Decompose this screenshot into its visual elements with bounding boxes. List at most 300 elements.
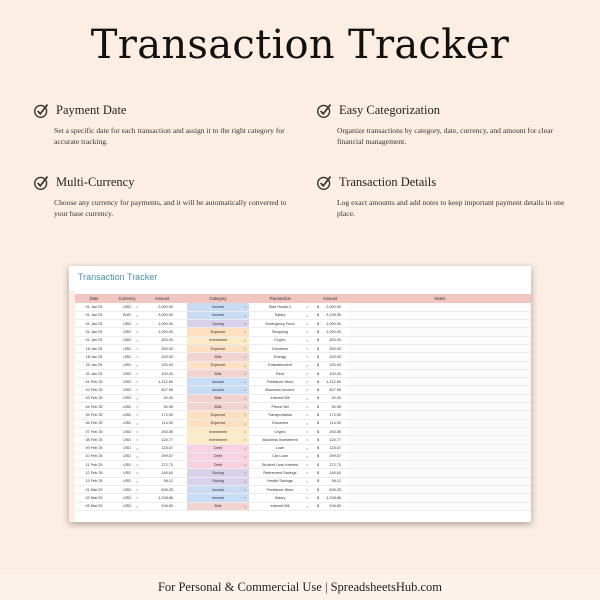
- cell-notes[interactable]: [349, 328, 531, 336]
- feature-payment-date: [33, 102, 283, 147]
- cell-category-dropdown[interactable]: [187, 336, 249, 344]
- table-row: [75, 477, 531, 485]
- currency-value: USD: [122, 462, 132, 467]
- category-value: Bills: [214, 371, 222, 376]
- currency-value: USD: [122, 330, 132, 335]
- cell-category-dropdown[interactable]: [187, 461, 249, 469]
- cell-notes[interactable]: [349, 303, 531, 311]
- currency-value: USD: [122, 429, 132, 434]
- cell-converted-amount: [311, 444, 349, 452]
- dropdown-arrow-icon: ▾: [136, 330, 138, 335]
- transaction-value: Loan: [275, 446, 285, 451]
- category-value: Investment: [208, 429, 228, 434]
- cell-amount[interactable]: 114.00: [141, 419, 183, 427]
- cell-amount[interactable]: 253.55: [141, 427, 183, 435]
- cell-transaction-dropdown[interactable]: [249, 494, 311, 502]
- cell-date[interactable]: 08 Feb 25: [75, 436, 113, 444]
- cell-notes[interactable]: [349, 436, 531, 444]
- cell-amount[interactable]: 120.00: [141, 361, 183, 369]
- feature-description: Log exact amounts and add notes to keep important payment details in one place.: [337, 198, 565, 218]
- cell-amount[interactable]: 145.60: [141, 469, 183, 477]
- cell-amount[interactable]: 2,000.00: [141, 303, 183, 311]
- cell-amount[interactable]: 1,000.00: [141, 328, 183, 336]
- converted-amount-value: 1,000.00: [326, 330, 341, 335]
- cell-notes[interactable]: [349, 311, 531, 319]
- dropdown-arrow-icon: ▾: [244, 446, 246, 451]
- currency-symbol: $: [317, 338, 320, 343]
- currency-value: USD: [122, 388, 132, 393]
- dropdown-arrow-icon: ▾: [136, 322, 138, 327]
- table-row: [75, 403, 531, 411]
- transaction-value: Emergency Fund: [265, 321, 295, 326]
- cell-currency-dropdown[interactable]: [113, 328, 141, 336]
- cell-converted-amount: [311, 353, 349, 361]
- currency-value: USD: [122, 487, 132, 492]
- cell-date[interactable]: 01 Feb 25: [75, 378, 113, 386]
- cell-amount[interactable]: 124.77: [141, 436, 183, 444]
- category-value: Income: [211, 388, 225, 393]
- cell-currency-dropdown[interactable]: [113, 486, 141, 494]
- cell-currency-dropdown[interactable]: [113, 461, 141, 469]
- cell-currency-dropdown[interactable]: [113, 353, 141, 361]
- cell-currency-dropdown[interactable]: [113, 444, 141, 452]
- table-row: [75, 436, 531, 444]
- cell-currency-dropdown[interactable]: [113, 378, 141, 386]
- cell-amount[interactable]: 300.00: [141, 344, 183, 352]
- dropdown-arrow-icon: ▾: [244, 338, 246, 343]
- cell-date[interactable]: 01 Jan 25: [75, 320, 113, 328]
- cell-transaction-dropdown[interactable]: [249, 461, 311, 469]
- cell-transaction-dropdown[interactable]: [249, 419, 311, 427]
- cell-notes[interactable]: [349, 419, 531, 427]
- dropdown-arrow-icon: ▾: [136, 313, 138, 318]
- dropdown-arrow-icon: ▾: [244, 380, 246, 385]
- dropdown-arrow-icon: ▾: [244, 421, 246, 426]
- cell-category-dropdown[interactable]: [187, 403, 249, 411]
- cell-category-dropdown[interactable]: [187, 303, 249, 311]
- cell-transaction-dropdown[interactable]: [249, 378, 311, 386]
- cell-amount[interactable]: 272.73: [141, 461, 183, 469]
- category-value: Debt: [213, 462, 223, 467]
- category-value: Expense: [210, 413, 226, 417]
- category-value: Expense: [210, 421, 226, 426]
- feature-heading: Payment Date: [56, 103, 127, 117]
- currency-value: USD: [122, 454, 132, 459]
- cell-date[interactable]: 20 Jan 25: [75, 361, 113, 369]
- converted-amount-value: 100.00: [329, 371, 341, 376]
- cell-notes[interactable]: [349, 344, 531, 352]
- currency-symbol: $: [317, 471, 320, 476]
- cell-transaction-dropdown[interactable]: [249, 444, 311, 452]
- category-value: Expense: [210, 330, 226, 335]
- currency-symbol: $: [317, 396, 320, 401]
- cell-transaction-dropdown[interactable]: [249, 436, 311, 444]
- currency-symbol: $: [317, 413, 320, 417]
- cell-currency-dropdown[interactable]: [113, 344, 141, 352]
- cell-date[interactable]: 03 Mar 25: [75, 502, 113, 510]
- cell-currency-dropdown[interactable]: [113, 411, 141, 419]
- cell-amount[interactable]: 172.00: [141, 411, 183, 419]
- currency-value: USD: [122, 471, 132, 476]
- cell-notes[interactable]: [349, 336, 531, 344]
- cell-transaction-dropdown[interactable]: [249, 328, 311, 336]
- currency-symbol: $: [317, 421, 320, 426]
- table-row: [75, 419, 531, 427]
- cell-transaction-dropdown[interactable]: [249, 411, 311, 419]
- category-value: Bills: [214, 404, 222, 409]
- currency-symbol: $: [317, 304, 320, 309]
- cell-currency-dropdown[interactable]: [113, 369, 141, 377]
- cell-category-dropdown[interactable]: [187, 378, 249, 386]
- currency-symbol: $: [317, 404, 320, 409]
- cell-amount[interactable]: 3,000.00: [141, 311, 183, 319]
- dropdown-arrow-icon: ▾: [244, 346, 246, 351]
- dropdown-arrow-icon: ▾: [136, 405, 138, 410]
- cell-transaction-dropdown[interactable]: [249, 469, 311, 477]
- cell-transaction-dropdown[interactable]: [249, 320, 311, 328]
- cell-amount[interactable]: 100.00: [141, 353, 183, 361]
- cell-converted-amount: [311, 427, 349, 435]
- feature-description: Choose any currency for payments, and it will be automatically converted to your base currency.: [54, 198, 287, 218]
- dropdown-arrow-icon: ▾: [136, 479, 138, 484]
- cell-transaction-dropdown[interactable]: [249, 303, 311, 311]
- currency-symbol: $: [317, 454, 320, 459]
- cell-currency-dropdown[interactable]: [113, 403, 141, 411]
- header-category: Category: [187, 294, 249, 303]
- cell-currency-dropdown[interactable]: [113, 477, 141, 485]
- dropdown-arrow-icon: ▾: [244, 330, 246, 335]
- cell-notes[interactable]: [349, 361, 531, 369]
- cell-category-dropdown[interactable]: [187, 444, 249, 452]
- cell-transaction-dropdown[interactable]: [249, 477, 311, 485]
- cell-notes[interactable]: [349, 369, 531, 377]
- transaction-value: Groceries: [271, 346, 289, 351]
- cell-amount[interactable]: 300.00: [141, 336, 183, 344]
- cell-amount[interactable]: 106.89: [141, 502, 183, 510]
- transactions-table: [75, 294, 531, 511]
- table-row: [75, 386, 531, 394]
- table-row: [75, 444, 531, 452]
- category-value: Saving: [212, 321, 224, 326]
- cell-amount[interactable]: 1,000.00: [141, 320, 183, 328]
- cell-currency-dropdown[interactable]: [113, 452, 141, 460]
- cell-date[interactable]: 16 Jan 25: [75, 344, 113, 352]
- cell-currency-dropdown[interactable]: [113, 494, 141, 502]
- cell-date[interactable]: 01 Jan 25: [75, 328, 113, 336]
- cell-category-dropdown[interactable]: [187, 311, 249, 319]
- cell-notes[interactable]: [349, 486, 531, 494]
- cell-converted-amount: [311, 452, 349, 460]
- table-row: [75, 427, 531, 435]
- currency-value: USD: [122, 504, 132, 509]
- cell-transaction-dropdown[interactable]: [249, 502, 311, 510]
- cell-notes[interactable]: [349, 353, 531, 361]
- cell-transaction-dropdown[interactable]: [249, 386, 311, 394]
- cell-transaction-dropdown[interactable]: [249, 369, 311, 377]
- transaction-value: Shopping: [271, 330, 289, 335]
- table-row: [75, 469, 531, 477]
- currency-value: USD: [122, 404, 132, 409]
- currency-symbol: $: [317, 371, 320, 376]
- table-row: [75, 411, 531, 419]
- dropdown-arrow-icon: ▾: [306, 396, 308, 401]
- cell-amount[interactable]: 40.00: [141, 394, 183, 402]
- cell-notes[interactable]: [349, 378, 531, 386]
- cell-converted-amount: [311, 436, 349, 444]
- cell-notes[interactable]: [349, 320, 531, 328]
- converted-amount-value: 145.60: [329, 471, 341, 476]
- check-circle-icon: [33, 102, 50, 119]
- cell-notes[interactable]: [349, 394, 531, 402]
- cell-category-dropdown[interactable]: [187, 427, 249, 435]
- cell-currency-dropdown[interactable]: [113, 469, 141, 477]
- transaction-value: Phone Bill: [271, 404, 289, 409]
- dropdown-arrow-icon: ▾: [306, 429, 308, 434]
- cell-currency-dropdown[interactable]: [113, 303, 141, 311]
- cell-category-dropdown[interactable]: [187, 436, 249, 444]
- converted-amount-value: 124.77: [329, 437, 341, 442]
- dropdown-arrow-icon: ▾: [136, 471, 138, 476]
- cell-transaction-dropdown[interactable]: [249, 361, 311, 369]
- currency-value: USD: [122, 363, 132, 368]
- cell-date[interactable]: 02 Mar 25: [75, 494, 113, 502]
- cell-date[interactable]: 09 Feb 25: [75, 444, 113, 452]
- dropdown-arrow-icon: ▾: [306, 421, 308, 426]
- dropdown-arrow-icon: ▾: [244, 454, 246, 459]
- cell-date[interactable]: 10 Feb 25: [75, 452, 113, 460]
- cell-currency-dropdown[interactable]: [113, 386, 141, 394]
- cell-currency-dropdown[interactable]: [113, 436, 141, 444]
- cell-category-dropdown[interactable]: [187, 477, 249, 485]
- cell-currency-dropdown[interactable]: [113, 311, 141, 319]
- currency-symbol: $: [317, 504, 320, 509]
- cell-amount[interactable]: 299.57: [141, 452, 183, 460]
- currency-symbol: $: [317, 388, 320, 393]
- transaction-value: Freelance Work: [266, 487, 294, 492]
- cell-currency-dropdown[interactable]: [113, 361, 141, 369]
- cell-converted-amount: [311, 486, 349, 494]
- cell-transaction-dropdown[interactable]: [249, 452, 311, 460]
- converted-amount-value: 30.95: [331, 404, 341, 409]
- cell-category-dropdown[interactable]: [187, 344, 249, 352]
- cell-notes[interactable]: [349, 427, 531, 435]
- currency-value: USD: [122, 446, 132, 451]
- converted-amount-value: 1,000.00: [326, 321, 341, 326]
- cell-date[interactable]: 01 Jan 25: [75, 303, 113, 311]
- dropdown-arrow-icon: ▾: [306, 454, 308, 459]
- cell-transaction-dropdown[interactable]: [249, 344, 311, 352]
- header-transaction: Transaction: [249, 294, 311, 303]
- cell-notes[interactable]: [349, 469, 531, 477]
- cell-category-dropdown[interactable]: [187, 502, 249, 510]
- cell-notes[interactable]: [349, 477, 531, 485]
- cell-date[interactable]: 01 Mar 25: [75, 486, 113, 494]
- header-date: Date: [75, 294, 113, 303]
- dropdown-arrow-icon: ▾: [244, 313, 246, 318]
- cell-converted-amount: [311, 303, 349, 311]
- cell-currency-dropdown[interactable]: [113, 427, 141, 435]
- cell-notes[interactable]: [349, 494, 531, 502]
- currency-value: USD: [122, 437, 132, 442]
- category-value: Bills: [214, 504, 222, 509]
- dropdown-arrow-icon: ▾: [306, 305, 308, 309]
- currency-symbol: $: [317, 462, 320, 467]
- cell-date[interactable]: 11 Feb 25: [75, 461, 113, 469]
- cell-date[interactable]: 12 Feb 25: [75, 469, 113, 477]
- dropdown-arrow-icon: ▾: [306, 479, 308, 484]
- cell-amount[interactable]: 98.12: [141, 477, 183, 485]
- converted-amount-value: 1,212.80: [326, 379, 341, 384]
- feature-heading: Transaction Details: [339, 175, 437, 189]
- currency-value: USD: [122, 479, 132, 484]
- cell-date[interactable]: 05 Feb 25: [75, 411, 113, 419]
- cell-transaction-dropdown[interactable]: [249, 486, 311, 494]
- cell-category-dropdown[interactable]: [187, 361, 249, 369]
- cell-amount[interactable]: 123.67: [141, 444, 183, 452]
- cell-currency-dropdown[interactable]: [113, 320, 141, 328]
- cell-date[interactable]: 03 Feb 25: [75, 394, 113, 402]
- transaction-value: Salary: [274, 495, 286, 500]
- cell-date[interactable]: 07 Feb 25: [75, 427, 113, 435]
- cell-currency-dropdown[interactable]: [113, 419, 141, 427]
- cell-category-dropdown[interactable]: [187, 411, 249, 419]
- cell-date[interactable]: 04 Feb 25: [75, 403, 113, 411]
- dropdown-arrow-icon: ▾: [306, 330, 308, 335]
- cell-notes[interactable]: [349, 452, 531, 460]
- cell-currency-dropdown[interactable]: [113, 336, 141, 344]
- cell-amount[interactable]: 100.00: [141, 369, 183, 377]
- cell-date[interactable]: 06 Feb 25: [75, 419, 113, 427]
- table-row: [75, 328, 531, 336]
- cell-category-dropdown[interactable]: [187, 386, 249, 394]
- cell-amount[interactable]: 1,212.80: [141, 378, 183, 386]
- header-converted-amount: Amount: [311, 294, 349, 303]
- cell-category-dropdown[interactable]: [187, 486, 249, 494]
- cell-amount[interactable]: 505.25: [141, 486, 183, 494]
- currency-value: USD: [122, 346, 132, 351]
- cell-currency-dropdown[interactable]: [113, 502, 141, 510]
- converted-amount-value: 100.00: [329, 354, 341, 359]
- dropdown-arrow-icon: ▾: [244, 496, 246, 501]
- table-row: [75, 394, 531, 402]
- converted-amount-value: 1,228.88: [326, 495, 341, 500]
- cell-transaction-dropdown[interactable]: [249, 353, 311, 361]
- category-value: Income: [211, 379, 225, 384]
- footer: For Personal & Commercial Use | SpreadsheetsHub.com: [0, 575, 600, 600]
- transaction-value: Entertainment: [268, 363, 292, 368]
- cell-transaction-dropdown[interactable]: [249, 403, 311, 411]
- transaction-value: Rent: [275, 371, 285, 376]
- dropdown-arrow-icon: ▾: [306, 346, 308, 351]
- sheet-title: Transaction Tracker: [78, 272, 158, 282]
- dropdown-arrow-icon: ▾: [136, 371, 138, 376]
- dropdown-arrow-icon: ▾: [244, 429, 246, 434]
- cell-category-dropdown[interactable]: [187, 469, 249, 477]
- dropdown-arrow-icon: ▾: [136, 504, 138, 509]
- cell-transaction-dropdown[interactable]: [249, 394, 311, 402]
- cell-transaction-dropdown[interactable]: [249, 336, 311, 344]
- cell-transaction-dropdown[interactable]: [249, 311, 311, 319]
- cell-currency-dropdown[interactable]: [113, 394, 141, 402]
- check-circle-icon: [316, 174, 333, 191]
- dropdown-arrow-icon: ▾: [244, 305, 246, 309]
- cell-notes[interactable]: [349, 411, 531, 419]
- category-value: Income: [211, 495, 225, 500]
- dropdown-arrow-icon: ▾: [136, 305, 138, 309]
- transaction-value: Internet Bill: [270, 396, 290, 401]
- transaction-value: Student Loan Interest: [261, 462, 299, 467]
- dropdown-arrow-icon: ▾: [244, 463, 246, 468]
- currency-value: USD: [122, 379, 132, 384]
- cell-date[interactable]: 18 Jan 25: [75, 353, 113, 361]
- cell-category-dropdown[interactable]: [187, 494, 249, 502]
- cell-amount[interactable]: 30.95: [141, 403, 183, 411]
- currency-symbol: $: [317, 321, 320, 326]
- currency-value: USD: [122, 338, 132, 343]
- cell-converted-amount: [311, 477, 349, 485]
- cell-category-dropdown[interactable]: [187, 419, 249, 427]
- cell-date[interactable]: 01 Jan 25: [75, 311, 113, 319]
- dropdown-arrow-icon: ▾: [136, 421, 138, 426]
- cell-category-dropdown[interactable]: [187, 320, 249, 328]
- cell-notes[interactable]: [349, 386, 531, 394]
- transaction-value: Crypto: [274, 429, 286, 434]
- header-notes: Notes: [349, 294, 531, 303]
- cell-amount[interactable]: 827.95: [141, 386, 183, 394]
- category-value: Income: [211, 487, 225, 492]
- cell-notes[interactable]: [349, 403, 531, 411]
- cell-notes[interactable]: [349, 502, 531, 510]
- cell-category-dropdown[interactable]: [187, 394, 249, 402]
- cell-category-dropdown[interactable]: [187, 452, 249, 460]
- cell-converted-amount: [311, 394, 349, 402]
- converted-amount-value: 253.55: [329, 429, 341, 434]
- cell-date[interactable]: 31 Jan 25: [75, 369, 113, 377]
- converted-amount-value: 114.00: [329, 421, 341, 426]
- cell-category-dropdown[interactable]: [187, 353, 249, 361]
- dropdown-arrow-icon: ▾: [244, 355, 246, 360]
- check-circle-icon: [33, 174, 50, 191]
- dropdown-arrow-icon: ▾: [136, 363, 138, 368]
- dropdown-arrow-icon: ▾: [244, 363, 246, 368]
- currency-symbol: $: [317, 437, 320, 442]
- cell-converted-amount: [311, 403, 349, 411]
- cell-date[interactable]: 01 Jan 25: [75, 336, 113, 344]
- dropdown-arrow-icon: ▾: [306, 388, 308, 393]
- dropdown-arrow-icon: ▾: [136, 488, 138, 493]
- transaction-value: Salary: [274, 313, 286, 318]
- cell-amount[interactable]: 1,228.88: [141, 494, 183, 502]
- cell-category-dropdown[interactable]: [187, 328, 249, 336]
- cell-date[interactable]: 13 Feb 25: [75, 477, 113, 485]
- transaction-value: Business Investment: [262, 437, 298, 442]
- cell-date[interactable]: 02 Feb 25: [75, 386, 113, 394]
- dropdown-arrow-icon: ▾: [306, 413, 308, 418]
- feature-transaction-details: [316, 174, 566, 219]
- cell-notes[interactable]: [349, 444, 531, 452]
- cell-transaction-dropdown[interactable]: [249, 427, 311, 435]
- category-value: Expense: [210, 346, 226, 351]
- dropdown-arrow-icon: ▾: [306, 371, 308, 376]
- cell-converted-amount: [311, 411, 349, 419]
- currency-value: USD: [122, 354, 132, 359]
- table-row: [75, 320, 531, 328]
- cell-notes[interactable]: [349, 461, 531, 469]
- cell-category-dropdown[interactable]: [187, 369, 249, 377]
- table-row: [75, 361, 531, 369]
- check-circle-icon: [316, 102, 333, 119]
- dropdown-arrow-icon: ▾: [244, 388, 246, 393]
